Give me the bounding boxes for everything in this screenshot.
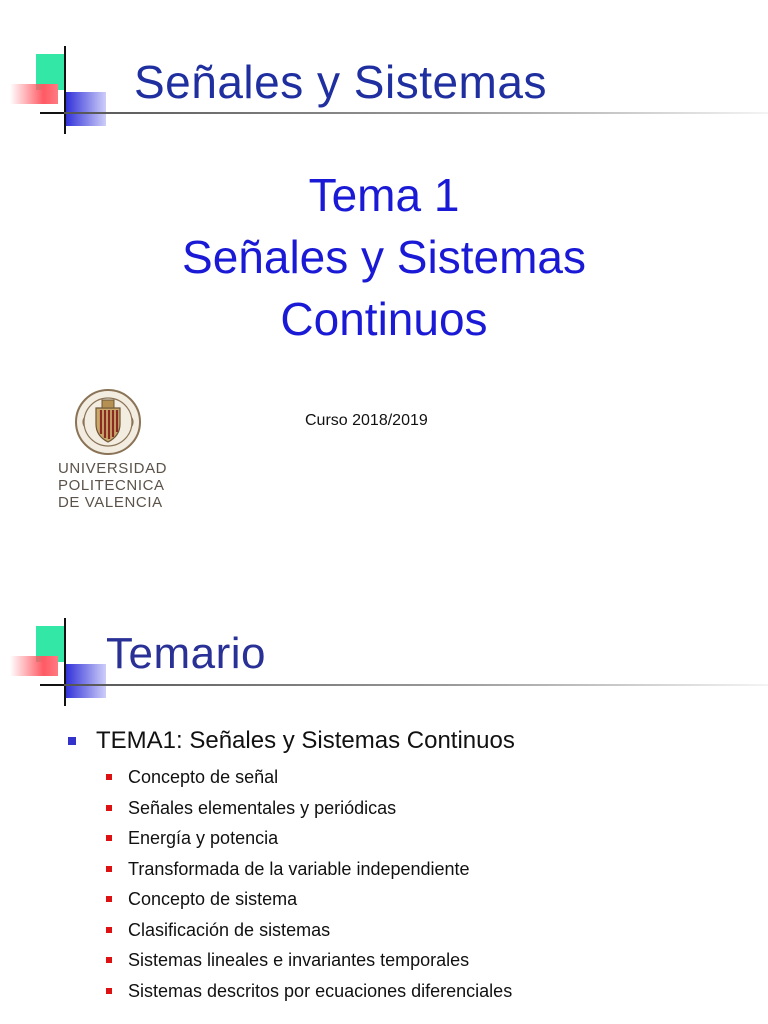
corner-decoration xyxy=(0,600,110,712)
square-bullet-icon xyxy=(106,957,112,963)
subtopic-label: Sistemas lineales e invariantes temporales xyxy=(128,950,470,970)
main-title-line: Señales y Sistemas xyxy=(182,231,586,283)
list-item xyxy=(68,724,758,758)
list-item xyxy=(68,884,758,915)
square-bullet-icon xyxy=(106,805,112,811)
square-bullet-icon xyxy=(68,737,76,745)
list-item xyxy=(68,793,758,824)
header-title: Señales y Sistemas xyxy=(134,56,547,108)
main-title-line: Continuos xyxy=(280,293,488,345)
course-year: Curso 2018/2019 xyxy=(305,412,428,429)
subtopic-label: Sistemas descritos por ecuaciones diferenciales xyxy=(128,980,513,1001)
subtopic-label: Señales elementales y periódicas xyxy=(128,797,397,818)
main-title xyxy=(0,164,768,350)
topic-label: TEMA1: Señales y Sistemas Continuos xyxy=(96,727,515,754)
header-rule xyxy=(64,112,768,114)
list-item xyxy=(68,762,758,793)
square-bullet-icon xyxy=(106,896,112,902)
logo-line: POLITECNICA xyxy=(58,477,165,494)
square-bullet-icon xyxy=(106,988,112,994)
square-bullet-icon xyxy=(106,774,112,780)
list-item xyxy=(68,915,758,946)
subtopic-label: Transformada de la variable independiente xyxy=(128,858,470,879)
logo-line: UNIVERSIDAD xyxy=(58,460,168,477)
square-bullet-icon xyxy=(106,927,112,933)
logo-line: DE VALENCIA xyxy=(58,494,163,511)
university-logo xyxy=(58,388,168,511)
outline-list xyxy=(68,724,758,1006)
subtopic-label: Concepto de sistema xyxy=(128,889,298,909)
list-item xyxy=(68,945,758,976)
square-bullet-icon xyxy=(106,835,112,841)
header-rule xyxy=(64,684,768,686)
list-item xyxy=(68,854,758,885)
list-item xyxy=(68,976,758,1007)
corner-decoration xyxy=(0,0,110,140)
subtopic-list xyxy=(68,762,758,1006)
logo-text xyxy=(58,460,168,511)
header-title: Temario xyxy=(106,629,266,678)
square-bullet-icon xyxy=(106,866,112,872)
main-title-line: Tema 1 xyxy=(308,169,460,221)
subtopic-label: Energía y potencia xyxy=(128,828,279,848)
subtopic-label: Clasificación de sistemas xyxy=(128,919,331,940)
list-item xyxy=(68,823,758,854)
subtopic-label: Concepto de señal xyxy=(128,767,279,787)
university-seal-icon xyxy=(74,388,142,456)
outline-slide xyxy=(0,600,768,1024)
